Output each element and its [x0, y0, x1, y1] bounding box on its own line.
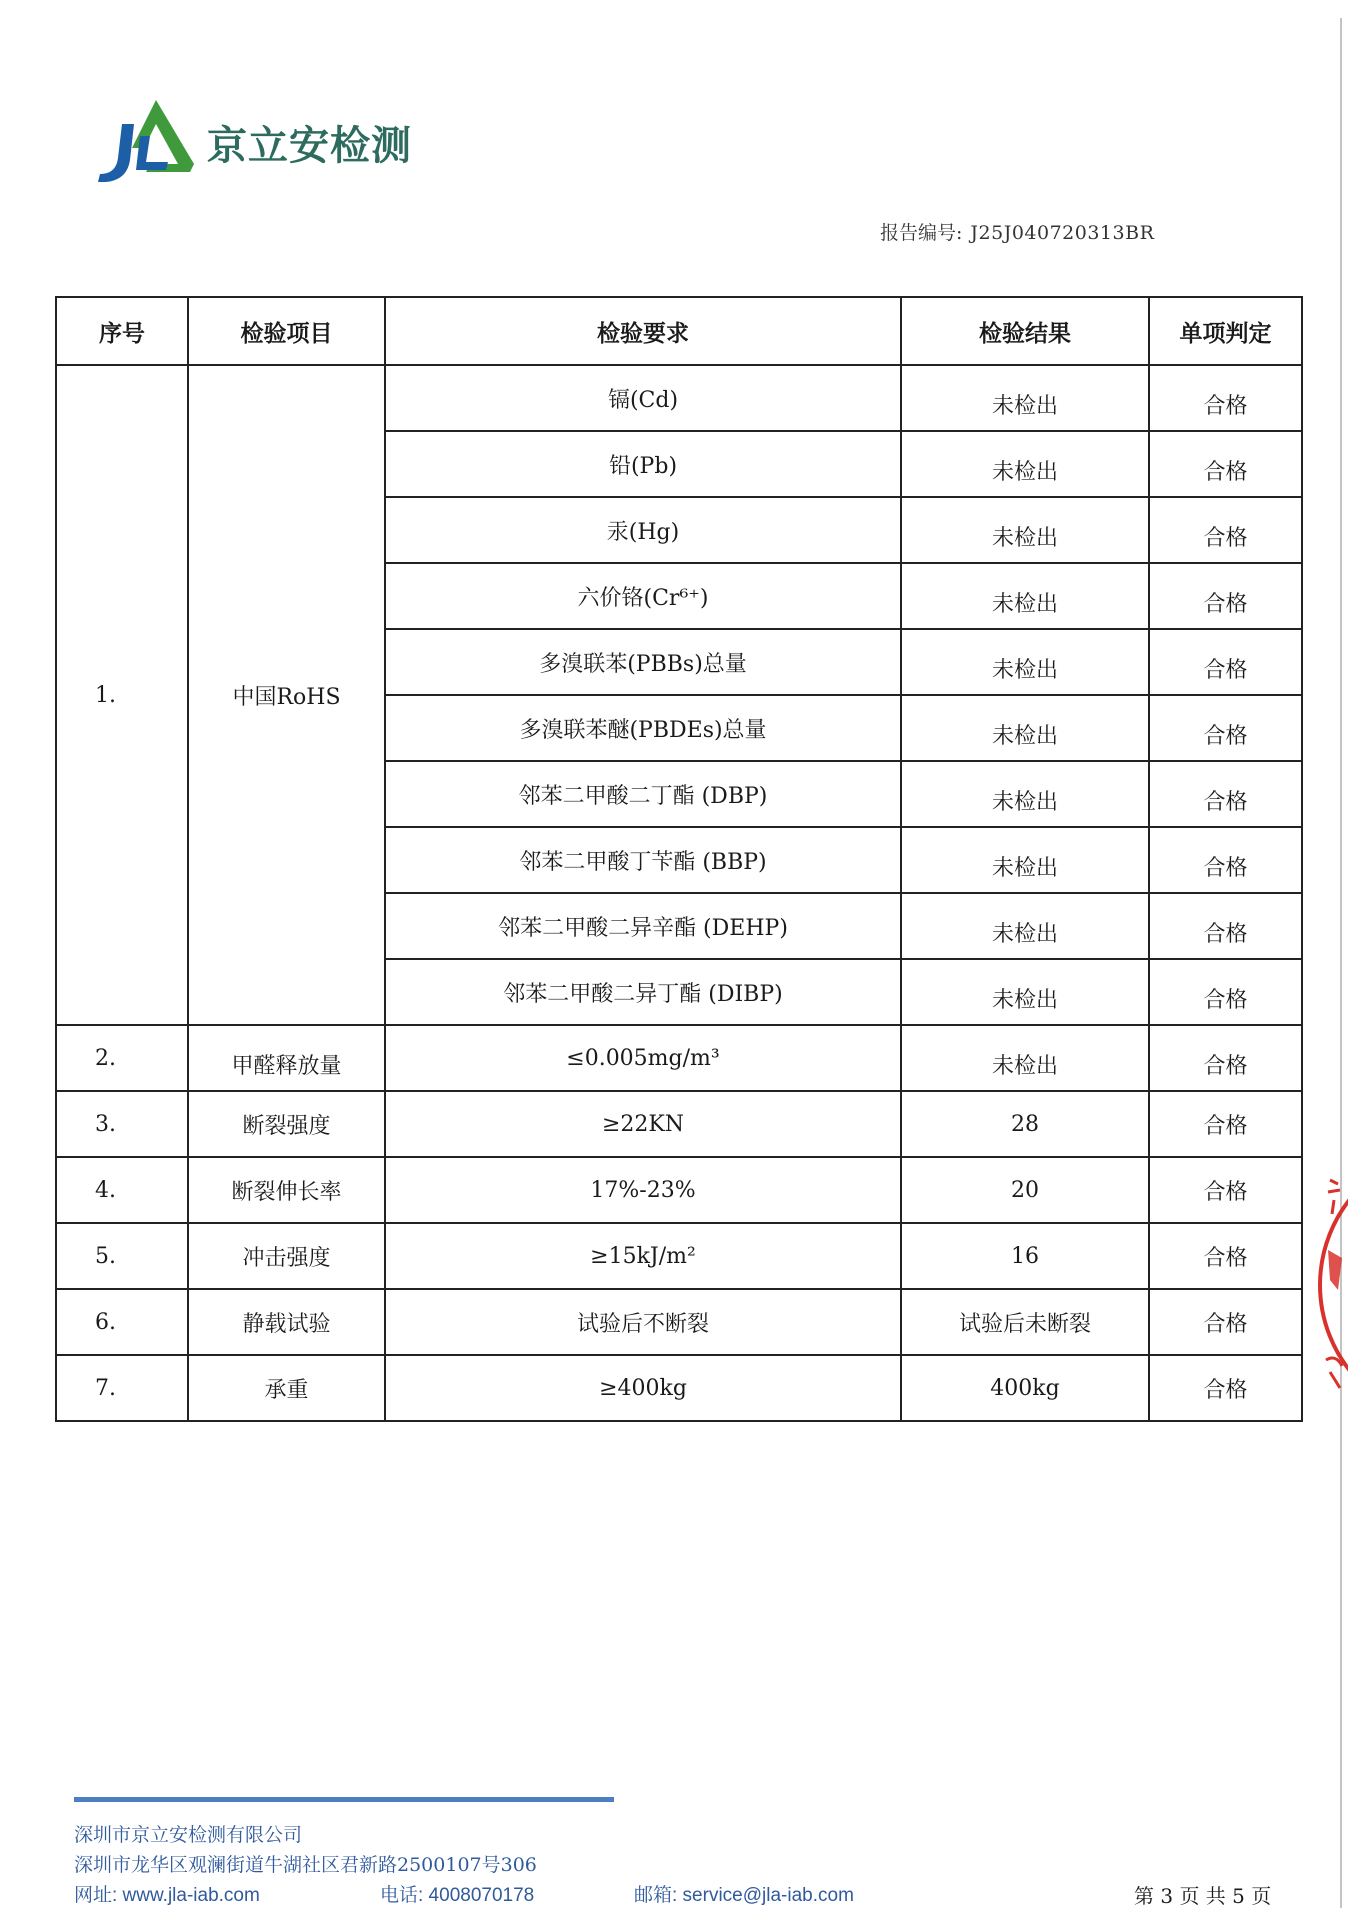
header-requirement: 检验要求	[385, 297, 901, 365]
report-number-label: 报告编号:	[880, 222, 963, 244]
requirement-cell: 多溴联苯(PBBs)总量	[385, 629, 901, 695]
item-cell: 甲醛释放量	[188, 1025, 385, 1091]
jla-logo-icon	[94, 90, 202, 186]
header-row	[56, 297, 1302, 365]
item-cell: 静载试验	[188, 1289, 385, 1355]
requirement-cell: ≥15kJ/m²	[385, 1223, 901, 1289]
requirement-cell: ≥400kg	[385, 1355, 901, 1421]
verdict-cell: 合格	[1149, 1025, 1302, 1091]
verdict-cell: 合格	[1149, 959, 1302, 1025]
verdict-cell: 合格	[1149, 695, 1302, 761]
requirement-cell: 镉(Cd)	[385, 365, 901, 431]
verdict-cell: 合格	[1149, 1157, 1302, 1223]
result-cell: 未检出	[901, 365, 1149, 431]
result-cell: 400kg	[901, 1355, 1149, 1421]
result-cell: 未检出	[901, 629, 1149, 695]
header-item: 检验项目	[188, 297, 385, 365]
requirement-cell: 邻苯二甲酸丁苄酯 (BBP)	[385, 827, 901, 893]
table-body	[56, 365, 1302, 1421]
requirement-cell: 多溴联苯醚(PBDEs)总量	[385, 695, 901, 761]
table-row	[56, 1355, 1302, 1421]
result-cell: 未检出	[901, 959, 1149, 1025]
verdict-cell: 合格	[1149, 1355, 1302, 1421]
table-row	[56, 1223, 1302, 1289]
table-row	[56, 1025, 1302, 1091]
footer-email: 邮箱: service@jla-iab.com	[634, 1885, 854, 1906]
table-row	[56, 365, 1302, 431]
result-cell: 28	[901, 1091, 1149, 1157]
verdict-cell: 合格	[1149, 1223, 1302, 1289]
header-seq: 序号	[56, 297, 188, 365]
footer-address: 深圳市龙华区观澜街道牛湖社区君新路2500107号306	[74, 1854, 537, 1876]
seq-cell: 5.	[56, 1223, 188, 1289]
item-cell: 中国RoHS	[188, 365, 385, 1025]
table-row	[56, 1289, 1302, 1355]
item-cell: 断裂强度	[188, 1091, 385, 1157]
page-indicator: 第 3 页 共 5 页	[1134, 1884, 1272, 1908]
result-cell: 未检出	[901, 431, 1149, 497]
result-cell: 未检出	[901, 563, 1149, 629]
requirement-cell: 试验后不断裂	[385, 1289, 901, 1355]
requirement-cell: 邻苯二甲酸二异丁酯 (DIBP)	[385, 959, 901, 1025]
report-number	[880, 218, 1154, 245]
item-cell: 断裂伸长率	[188, 1157, 385, 1223]
company-logo	[94, 88, 424, 188]
requirement-cell: 邻苯二甲酸二异辛酯 (DEHP)	[385, 893, 901, 959]
requirement-cell: 铅(Pb)	[385, 431, 901, 497]
result-cell: 20	[901, 1157, 1149, 1223]
result-cell: 16	[901, 1223, 1149, 1289]
seq-cell: 6.	[56, 1289, 188, 1355]
seq-cell: 7.	[56, 1355, 188, 1421]
result-cell: 未检出	[901, 497, 1149, 563]
requirement-cell: ≤0.005mg/m³	[385, 1025, 901, 1091]
verdict-cell: 合格	[1149, 827, 1302, 893]
verdict-cell: 合格	[1149, 761, 1302, 827]
company-name: 京立安检测	[207, 123, 412, 169]
item-cell: 承重	[188, 1355, 385, 1421]
requirement-cell: ≥22KN	[385, 1091, 901, 1157]
report-number-value: J25J040720313BR	[970, 222, 1155, 244]
table-row	[56, 1157, 1302, 1223]
seq-cell: 4.	[56, 1157, 188, 1223]
footer-company: 深圳市京立安检测有限公司	[74, 1824, 303, 1846]
item-cell: 冲击强度	[188, 1223, 385, 1289]
table-row	[56, 1091, 1302, 1157]
verdict-cell: 合格	[1149, 563, 1302, 629]
requirement-cell: 邻苯二甲酸二丁酯 (DBP)	[385, 761, 901, 827]
seal-stamp	[1308, 1140, 1348, 1430]
requirement-cell: 六价铬(Cr⁶⁺)	[385, 563, 901, 629]
verdict-cell: 合格	[1149, 365, 1302, 431]
footer-phone: 电话: 4008070178	[380, 1885, 535, 1906]
requirement-cell: 17%-23%	[385, 1157, 901, 1223]
result-cell: 试验后未断裂	[901, 1289, 1149, 1355]
seq-cell: 3.	[56, 1091, 188, 1157]
verdict-cell: 合格	[1149, 497, 1302, 563]
result-cell: 未检出	[901, 695, 1149, 761]
footer-rule	[74, 1797, 614, 1802]
table-header	[56, 297, 1302, 365]
inspection-results-table	[55, 296, 1303, 1422]
page-edge-line	[1340, 18, 1342, 1908]
verdict-cell: 合格	[1149, 1289, 1302, 1355]
verdict-cell: 合格	[1149, 1091, 1302, 1157]
footer-website: 网址: www.jla-iab.com	[74, 1885, 260, 1906]
result-cell: 未检出	[901, 761, 1149, 827]
header-result: 检验结果	[901, 297, 1149, 365]
result-cell: 未检出	[901, 827, 1149, 893]
verdict-cell: 合格	[1149, 893, 1302, 959]
verdict-cell: 合格	[1149, 629, 1302, 695]
seq-cell: 2.	[56, 1025, 188, 1091]
result-cell: 未检出	[901, 1025, 1149, 1091]
requirement-cell: 汞(Hg)	[385, 497, 901, 563]
verdict-cell: 合格	[1149, 431, 1302, 497]
result-cell: 未检出	[901, 893, 1149, 959]
seq-cell: 1.	[56, 365, 188, 1025]
header-verdict: 单项判定	[1149, 297, 1302, 365]
